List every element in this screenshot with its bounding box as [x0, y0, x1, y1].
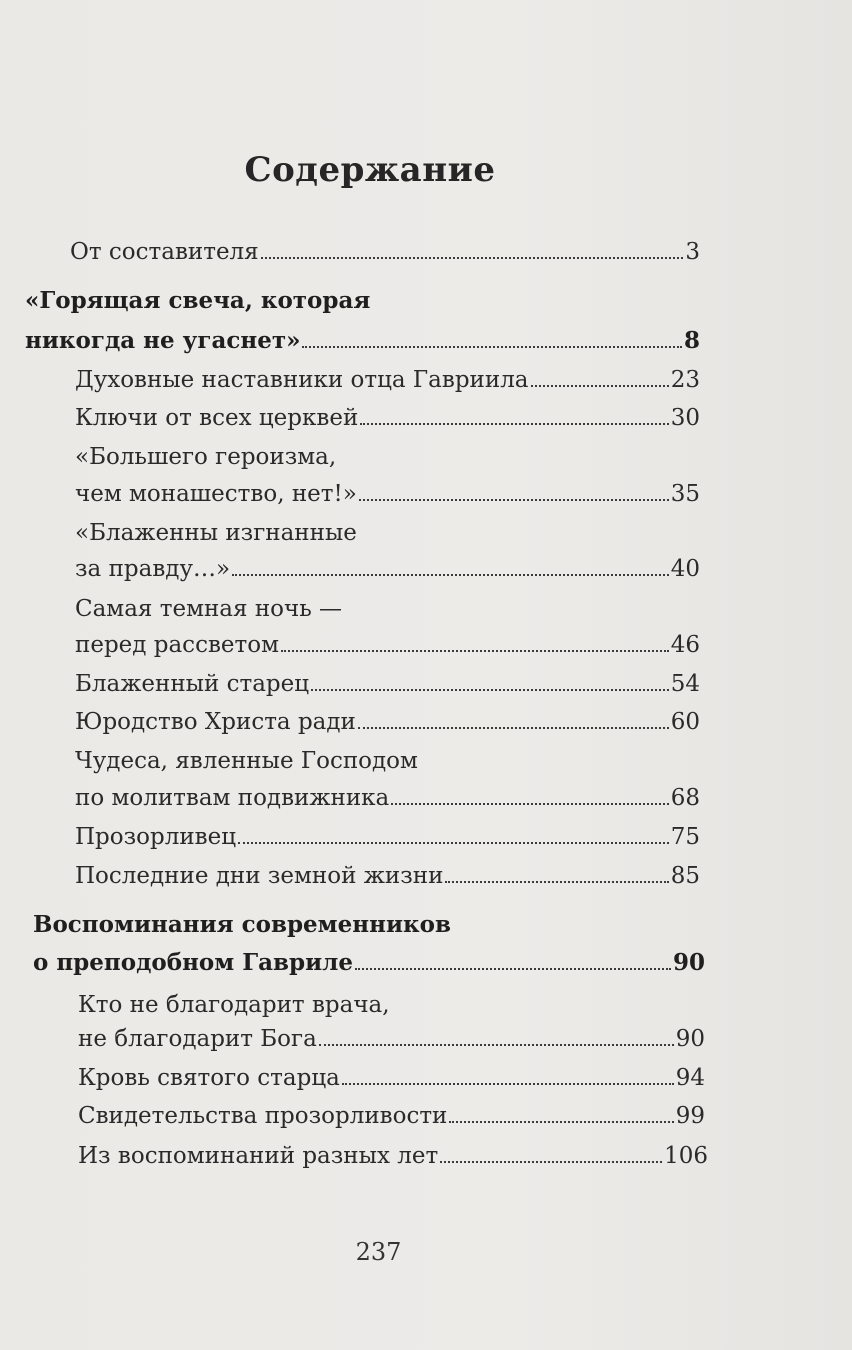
toc-entry [75, 861, 700, 891]
toc-entry-label: Последние дни земной жизни [75, 863, 444, 889]
toc-section-title-line2: о преподобном Гавриле [33, 949, 354, 976]
toc-entry-label: Прозорливец [75, 824, 237, 850]
toc-entry [75, 479, 700, 509]
toc-entry-label-line2: не благодарит Бога [78, 1026, 317, 1052]
leader-dots [281, 650, 669, 652]
toc-entry [78, 1141, 708, 1171]
toc-entry-label-line1: Чудеса, явленные Господом [75, 748, 418, 774]
leader-dots [449, 1121, 673, 1123]
toc-entry-page: 8 [683, 327, 700, 354]
toc-entry-page: 35 [670, 481, 700, 507]
toc-entry-page: 90 [672, 949, 705, 976]
toc-entry-label-line1: «Большего героизма, [75, 444, 337, 470]
toc-section-title-line2: никогда не угаснет» [25, 327, 301, 354]
toc-entry-label-line2: перед рассветом [75, 632, 279, 658]
toc-entry [78, 1101, 705, 1131]
toc-entry-label: Ключи от всех церквей [75, 405, 359, 431]
toc-entry-page: 99 [675, 1103, 705, 1129]
toc-entry [75, 822, 700, 852]
toc-entry [75, 783, 700, 813]
toc-entry-label: Из воспоминаний разных лет [78, 1143, 439, 1169]
toc-entry-page: 106 [664, 1143, 708, 1169]
toc-entry-page: 23 [670, 367, 700, 393]
leader-dots [531, 385, 669, 387]
leader-dots [238, 842, 669, 844]
toc-section [25, 326, 700, 356]
toc-entry-page: 68 [670, 785, 700, 811]
toc-entry [75, 630, 700, 660]
toc-entry-page: 60 [670, 709, 700, 735]
toc-entry-page: 40 [670, 556, 700, 582]
leader-dots [342, 1083, 674, 1085]
toc-entry [75, 365, 700, 395]
toc-entry [75, 554, 700, 584]
leader-dots [445, 881, 668, 883]
leader-dots [359, 499, 669, 501]
toc-entry-label: Юродство Христа ради [75, 709, 356, 735]
toc-entry-label-line1: Самая темная ночь — [75, 596, 343, 622]
toc-entry-page: 46 [670, 632, 700, 658]
toc-entry [75, 403, 700, 433]
toc-entry-page: 90 [675, 1026, 705, 1052]
leader-dots [358, 727, 669, 729]
page-title: Содержание [244, 150, 496, 190]
toc-entry-label: Блаженный старец [75, 671, 310, 697]
toc-entry-label: От составителя [70, 239, 259, 265]
toc-entry [78, 1063, 705, 1093]
leader-dots [391, 803, 668, 805]
toc-entry [70, 237, 700, 267]
toc-section [33, 948, 705, 978]
toc-section-title-line1: Воспоминания современников [33, 911, 451, 938]
toc-entry-page: 30 [670, 405, 700, 431]
leader-dots [302, 346, 682, 348]
toc-entry-label-line2: по молитвам подвижника [75, 785, 390, 811]
toc-entry-label-line1: Кто не благодарит врача, [78, 992, 390, 1018]
toc-entry-label-line2: за правду…» [75, 556, 231, 582]
toc-entry-page: 85 [670, 863, 700, 889]
toc-entry-page: 54 [670, 671, 700, 697]
toc-entry [78, 1024, 705, 1054]
toc-entry-page: 3 [685, 239, 700, 265]
toc-entry-label: Духовные наставники отца Гавриила [75, 367, 529, 393]
leader-dots [355, 968, 671, 970]
toc-entry-page: 94 [675, 1065, 705, 1091]
page-number: 237 [355, 1238, 402, 1266]
toc-entry-label-line2: чем монашество, нет!» [75, 481, 357, 507]
leader-dots [232, 574, 669, 576]
toc-entry-label: Свидетельства прозорливости [78, 1103, 448, 1129]
toc-entry [75, 669, 700, 699]
toc-entry-label-line1: «Блаженны изгнанные [75, 520, 357, 546]
leader-dots [319, 1044, 674, 1046]
toc-entry [75, 707, 700, 737]
toc-entry-page: 75 [670, 824, 700, 850]
leader-dots [360, 423, 668, 425]
leader-dots [311, 689, 669, 691]
toc-entry-label: Кровь святого старца [78, 1065, 340, 1091]
leader-dots [440, 1161, 662, 1163]
toc-section-title-line1: «Горящая свеча, которая [25, 287, 371, 314]
leader-dots [261, 257, 684, 259]
